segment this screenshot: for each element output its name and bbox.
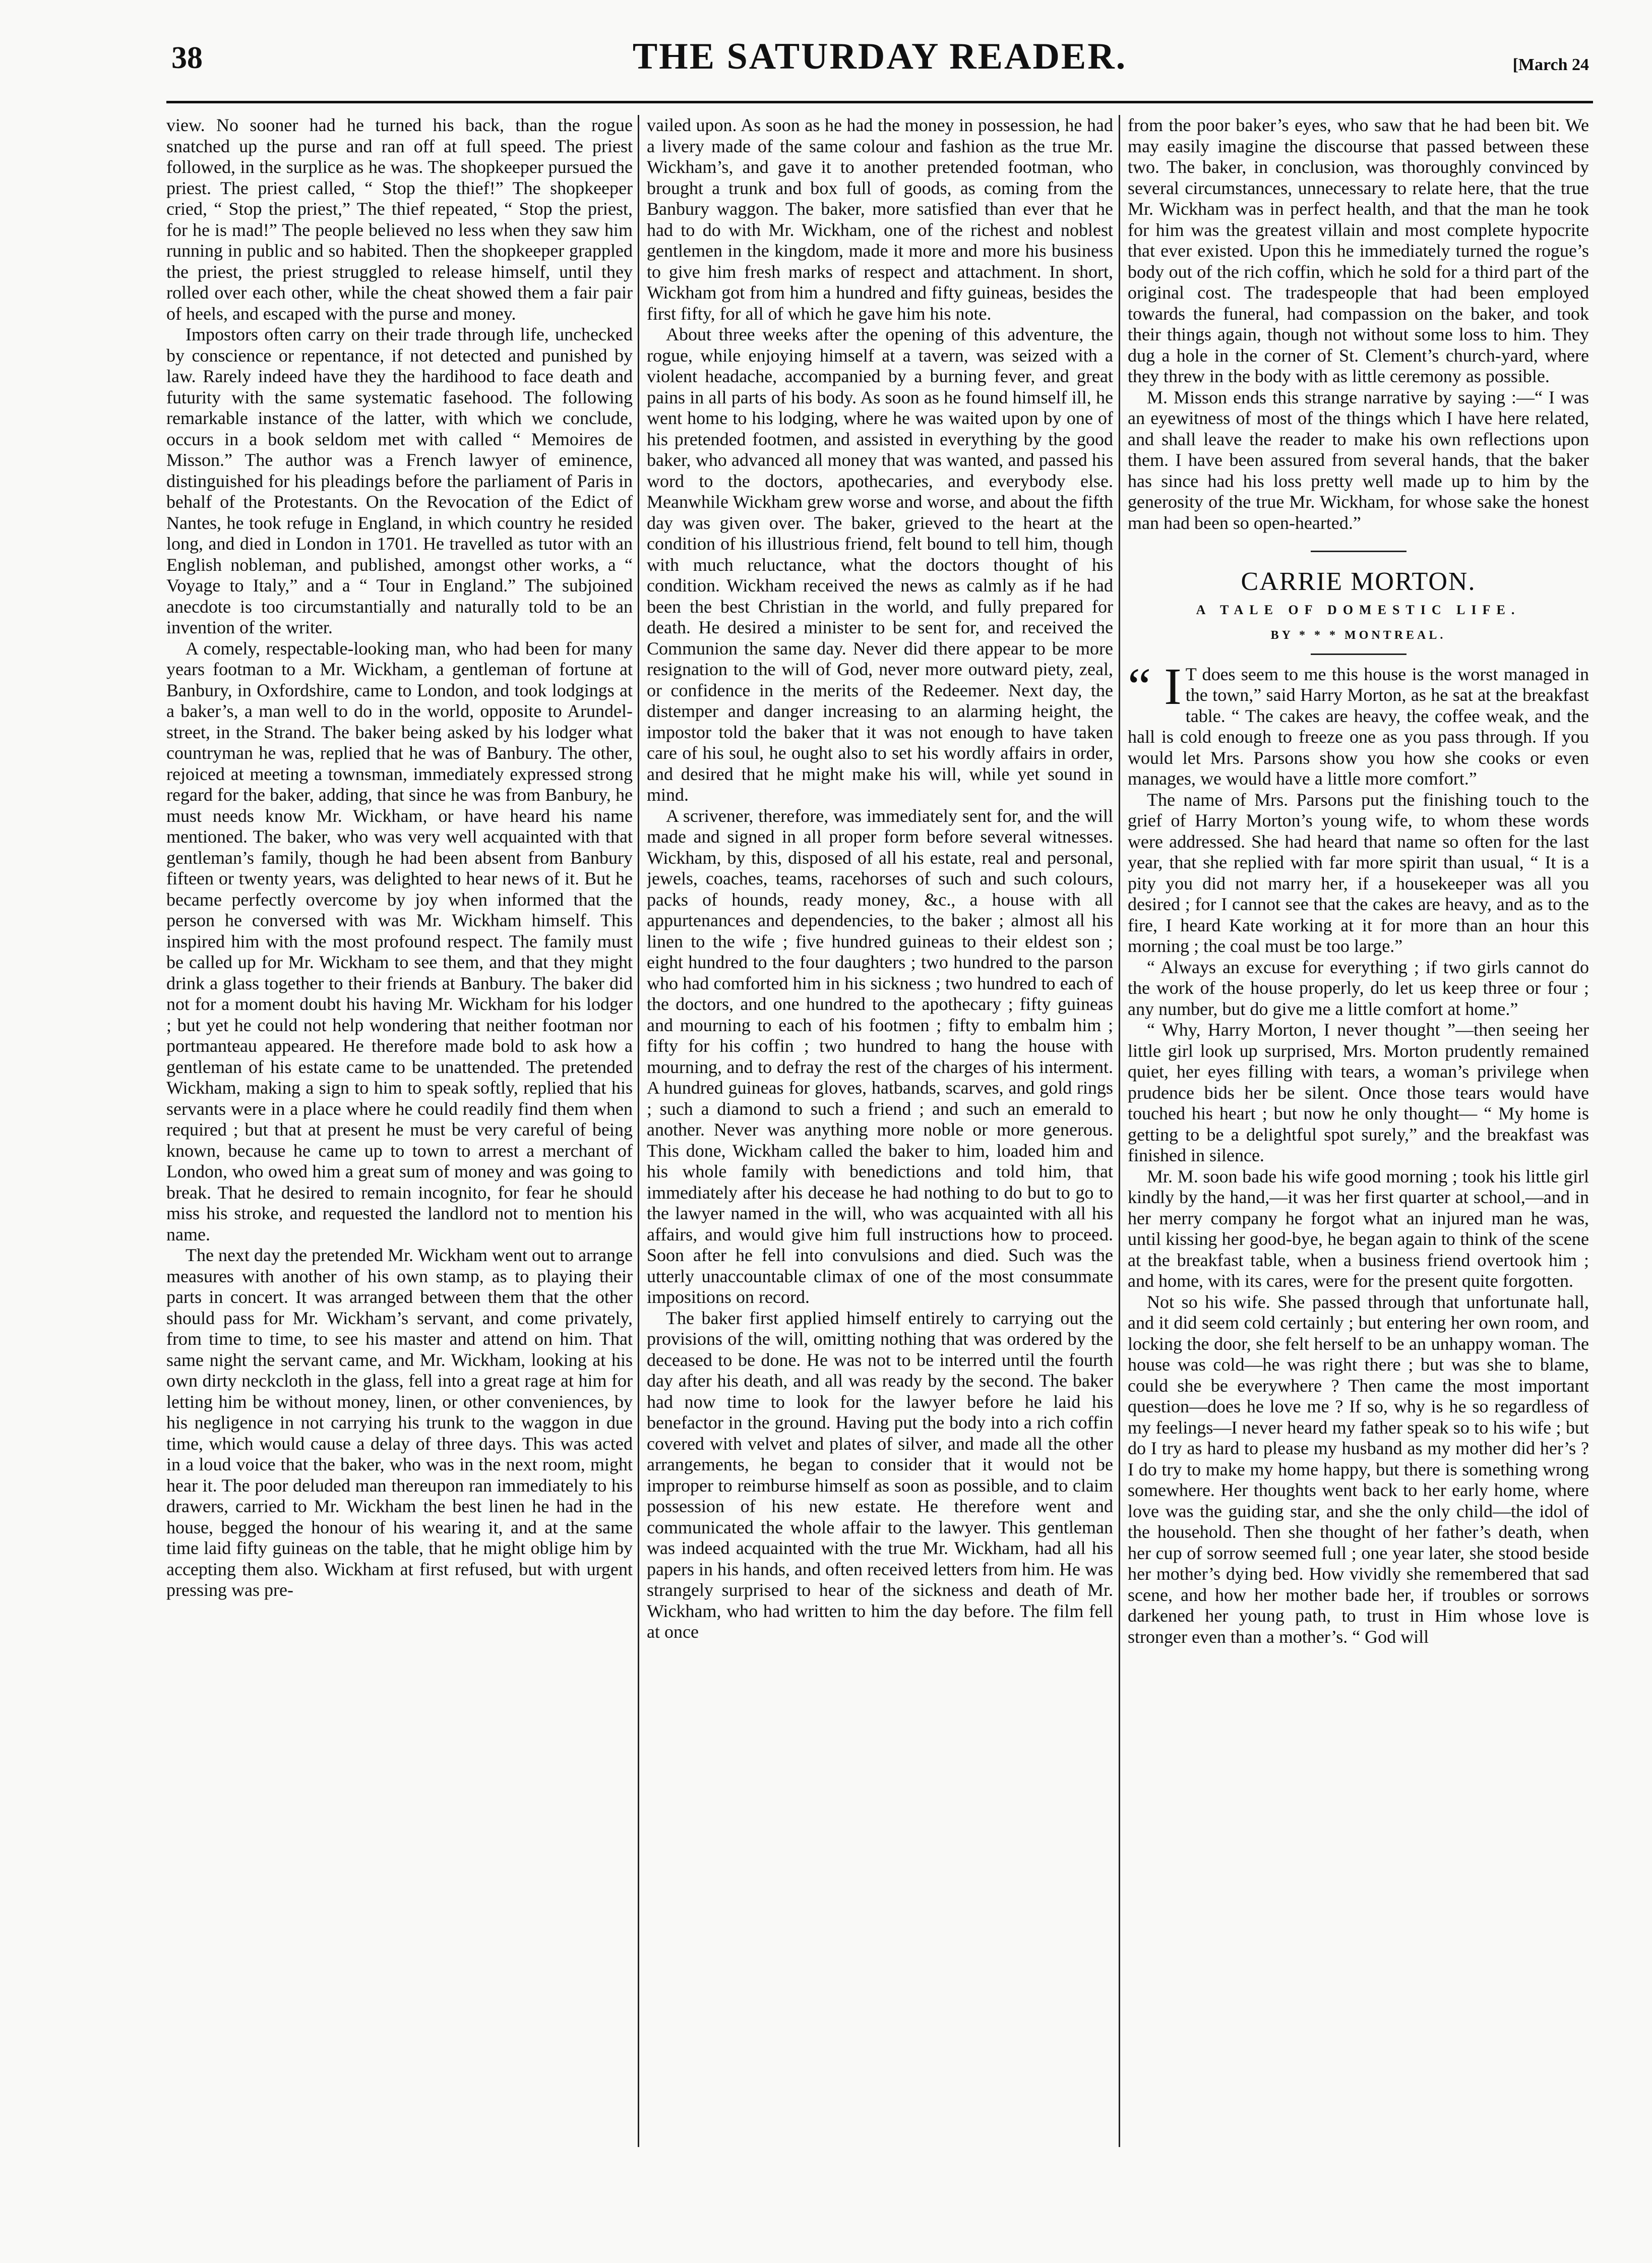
drop-cap: “ I	[1128, 657, 1182, 716]
story-title: CARRIE MORTON.	[1241, 567, 1476, 596]
paragraph: “ Always an excuse for everything ; if two girls cannot do the work of the house properly, do let us keep three or four ; any number, but do give me a little comfort at home.”	[1128, 957, 1589, 1019]
column-rule	[638, 115, 639, 2147]
byline-rule	[1311, 653, 1406, 655]
section-rule	[1311, 551, 1406, 552]
paragraph: view. No sooner had he turned his back, than the rogue snatched up the purse and ran off at full speed. The priest followed, in the surplice as he was. The shopkeeper pursued the priest. The priest called, “ Stop the thief!” The shopkeeper cried, “ Stop the priest,” The thief repeated, “ Stop the priest, for he is mad!” The people believed no less when they saw him running in public and so habited. Then the shopkeeper grappled the priest, the priest struggled to release himself, until they rolled over each other, while the cheat showed them a fair pair of heels, and escaped with the purse and money.	[166, 115, 633, 324]
page-header	[166, 35, 1593, 91]
paragraph: vailed upon. As soon as he had the money in possession, he had a livery made of the same colour and fashion as the true Mr. Wickham’s, and gave it to another pretended footman, who brought a trunk and box full of goods, as coming from the Banbury waggon. The baker, more satisfied than ever that he had to do with Mr. Wickham, one of the richest and noblest gentlemen in the kingdom, made it more and more his business to give him fresh marks of respect and attachment. In short, Wickham got from him a hundred and fifty guineas, besides the first fifty, for all of which he gave him his note.	[647, 115, 1113, 324]
story-byline: BY * * * MONTREAL.	[1270, 629, 1446, 642]
paragraph: Impostors often carry on their trade through life, unchecked by conscience or repentance, if not detected and punished by law. Rarely indeed have they the hardihood to face death and futurity with the same systematic fasehood. The following remarkable instance of the latter, with which we conclude, occurs in a book seldom met with called “ Memoires de Misson.” The author was a French lawyer of eminence, distinguished for his pleadings before the parliament of Paris in behalf of the Protestants. On the Revocation of the Edict of Nantes, he took refuge in England, in which country he resided long, and died in London in 1701. He travelled as tutor with an English nobleman, and published, amongst other works, a “ Voyage to Italy,” and a “ Tour in England.” The subjoined anecdote is too circumstantially and naturally told to be an invention of the writer.	[166, 324, 633, 637]
column-1	[166, 115, 633, 2162]
paragraph: Not so his wife. She passed through that unfortunate hall, and it did seem cold certainly ; but entering her own room, and locking the door, she felt herself to be an unhappy woman. The house was cold—he was right there ; but was she to blame, could she be everywhere ? Then came the most important question—does he love me ? If so, why is he so regardless of my feelings—I never heard my father speak so to his wife ; but do I try as hard to please my husband as my mother did her’s ? I do try to make my home happy, but there is something wrong somewhere. Her thoughts went back to her early home, where love was the guiding star, and she the only child—the idol of the household. Then she thought of her father’s death, when her cup of sorrow seemed full ; one year later, she stood beside her mother’s dying bed. How vividly she remembered that sad scene, and how her mother bade her, if troubles or sorrows darkened her young path, to trust in Him whose love is stronger even than a mother’s. “ God will	[1128, 1291, 1589, 1647]
column-3	[1128, 115, 1589, 2162]
issue-date: [March 24	[1512, 55, 1589, 74]
paragraph: Mr. M. soon bade his wife good morning ; took his little girl kindly by the hand,—it was her first quarter at school,—and in her merry company he forgot what an injured man he was, until kissing her good-bye, he began again to think of the scene at the breakfast table, when a business friend overtook him ; and home, with its cares, were for the present quite forgotten.	[1128, 1166, 1589, 1291]
page-number: 38	[171, 41, 203, 75]
paragraph: The next day the pretended Mr. Wickham went out to arrange measures with another of his own stamp, as to playing their parts in concert. It was arranged between them that the other should pass for Mr. Wickham’s servant, and come privately, from time to time, to see his master and attend on him. That same night the servant came, and Mr. Wickham, looking at his own dirty neckcloth in the glass, fell into a great rage at him for letting him be without money, linen, or other conveniences, by his negligence in not carrying his trunk to the waggon in due time, which would cause a delay of three days. This was acted in a loud voice that the baker, who was in the next room, might hear it. The poor deluded man thereupon ran immediately to his drawers, carried to Mr. Wickham the best linen he had in the house, begged the honour of his wearing it, and at the same time laid fifty guineas on the table, that he might oblige him by accepting them also. Wickham at first refused, but with urgent pressing was pre-	[166, 1245, 633, 1600]
paragraph: The name of Mrs. Parsons put the finishing touch to the grief of Harry Morton’s young wife, to whom these words were addressed. She had heard that name so often for the last year, that she replied with far more spirit than usual, “ It is a pity you did not marry her, if a housekeeper was all you desired ; for I cannot see that the cakes are heavy, and as to the fire, I heard Kate working at it for more than an hour this morning ; the coal must be too large.”	[1128, 789, 1589, 956]
paragraph: from the poor baker’s eyes, who saw that he had been bit. We may easily imagine the discourse that passed between these two. The baker, in conclusion, was thoroughly convinced by several circumstances, unnecessary to relate here, that the true Mr. Wickham was in perfect health, and that the man he took for him was the greatest villain and most complete hypocrite that ever existed. Upon this he immediately turned the rogue’s body out of the rich coffin, which he sold for a third part of the original cost. The tradespeople that had been employed towards the funeral, had compassion on the baker, and took their things again, though not without some loss to him. They dug a hole in the corner of St. Clement’s church-yard, where they threw in the body with as little ceremony as possible.	[1128, 115, 1589, 386]
first-paragraph-text: T does seem to me this house is the worst managed in the town,” said Harry Morton, as he sat at the breakfast table. “ The cakes are heavy, the coffee weak, and the hall is cold enough to freeze one as you pass through. If you would let Mrs. Parsons show you how she cooks or even manages, we would have a little more comfort.”	[1128, 664, 1589, 789]
paragraph: About three weeks after the opening of this adventure, the rogue, while enjoying himself at a tavern, was seized with a violent headache, accompanied by a burning fever, and great pains in all parts of his body. As soon as he found himself ill, he went home to his lodging, where he was waited upon by one of his pretended footmen, and assisted in everything by the good baker, who advanced all money that was wanted, and passed his word to the doctors, apothecaries, and everybody else. Meanwhile Wickham grew worse and worse, and about the fifth day was given over. The baker, grieved to the heart at the condition of his illustrious friend, felt bound to tell him, though with much reluctance, what the doctors thought of his condition. Wickham received the news as calmly as if he had been the best Christian in the world, and fully prepared for death. He desired a minister to be sent for, and received the Communion the same day. Never did there appear to be more resignation to the will of God, never more outward piety, zeal, or confidence in the merits of the Redeemer. Next day, the distemper and danger increasing to an alarming height, the impostor told the baker that it was not enough to have taken care of his soul, he ought also to set his wordly affairs in order, and desired that he might make his will, while yet sound in mind.	[647, 324, 1113, 805]
column-rule	[1119, 115, 1120, 2147]
column-2	[647, 115, 1113, 2162]
paragraph: “ Why, Harry Morton, I never thought ”—then seeing her little girl look up surprised, Mrs. Morton prudently remained quiet, her eyes filling with tears, a woman’s privilege when prudence bids her be silent. Once those tears would have touched his heart ; but now he only thought— “ My home is getting to be a delightful spot surely,” and the breakfast was finished in silence.	[1128, 1020, 1589, 1165]
paragraph: M. Misson ends this strange narrative by saying :—“ I was an eyewitness of most of the things which I have here related, and shall leave the reader to make his own reflections upon them. I have been assured from several hands, that the baker has since had his loss pretty well made up to him by the generosity of the true Mr. Wickham, for whose sake the honest man had been so open-hearted.”	[1128, 387, 1589, 533]
paragraph: A comely, respectable-looking man, who had been for many years footman to a Mr. Wickham, a gentleman of fortune at Banbury, in Oxfordshire, came to London, and took lodgings at a baker’s, a man well to do in the world, opposite to Arundel-street, in the Strand. The baker being asked by his lodger what countryman he was, replied that he was of Banbury. The other, rejoiced at meeting a townsman, immediately expressed strong regard for the baker, adding, that since he was from Banbury, he must needs know Mr. Wickham, or have heard his name mentioned. The baker, who was very well acquainted with that gentleman’s family, though he had been absent from Banbury fifteen or twenty years, was delighted to hear news of it. But he became perfectly overcome by joy when informed that the person he conversed with was Mr. Wickham himself. This inspired him with the most profound respect. The family must be called up for Mr. Wickham to see them, and that they might drink a glass together to their friends at Banbury. The baker did not for a moment doubt his having Mr. Wickham for his lodger ; but yet he could not help wondering that neither footman nor portmanteau appeared. He therefore made bold to ask how a gentleman of his estate came to be unattended. The pretended Wickham, making a sign to him to speak softly, replied that his servants were in a place where he could readily find them when required ; but that at present he must be very careful of being known, because he came up to town to arrest a merchant of London, who owed him a great sum of money and was going to break. That he desired to remain incognito, for fear he should miss his stroke, and requested the landlord not to mention his name.	[166, 638, 633, 1244]
header-rule	[166, 101, 1593, 103]
paragraph: A scrivener, therefore, was immediately sent for, and the will made and signed in all proper form before several witnesses. Wickham, by this, disposed of all his estate, real and personal, jewels, coaches, teams, racehorses of such and such colours, packs of hounds, ready money, &c., a house with all appurtenances and dependencies, to the baker ; almost all his linen to the wife ; five hundred guineas to their eldest son ; eight hundred to the four daughters ; two hundred to the parson who had comforted him in his sickness ; two hundred to each of the doctors, and one hundred to the apothecary ; fifty guineas and mourning to each of his footmen ; fifty to embalm him ; fifty for his coffin ; two hundred to hang the house with mourning, and to defray the rest of the charges of his interment. A hundred guineas for gloves, hatbands, scarves, and gold rings ; such a diamond to such a friend ; and such an emerald to another. Never was anything more noble or more generous. This done, Wickham called the baker to him, loaded him and his whole family with benedictions and told him, that immediately after his decease he had nothing to do but to go to the lawyer named in the will, who was acquainted with all his affairs, and would give him full instructions how to proceed. Soon after he fell into convulsions and died. Such was the utterly unaccountable climax of one of the most consummate impositions on record.	[647, 805, 1113, 1307]
paragraph: The baker first applied himself entirely to carrying out the provisions of the will, omitting nothing that was ordered by the deceased to be done. He was not to be interred until the fourth day after his death, and all was ready by the second. The baker had now time to look for the lawyer before he laid his benefactor in the ground. Having put the body into a rich coffin covered with velvet and plates of silver, and made all the other arrangements, he began to consider that it would not be improper to reimburse himself as soon as possible, and to claim possession of his new estate. He therefore went and communicated the whole affair to the lawyer. This gentleman was indeed acquainted with the true Mr. Wickham, had all his papers in his hands, and often received letters from him. He was strangely surprised to hear of the sickness and death of Mr. Wickham, who had written to him the day before. The film fell at once	[647, 1307, 1113, 1642]
story-first-paragraph	[1128, 657, 1589, 790]
masthead-title: THE SATURDAY READER.	[632, 36, 1127, 77]
story-subtitle: A TALE OF DOMESTIC LIFE.	[1196, 602, 1521, 617]
